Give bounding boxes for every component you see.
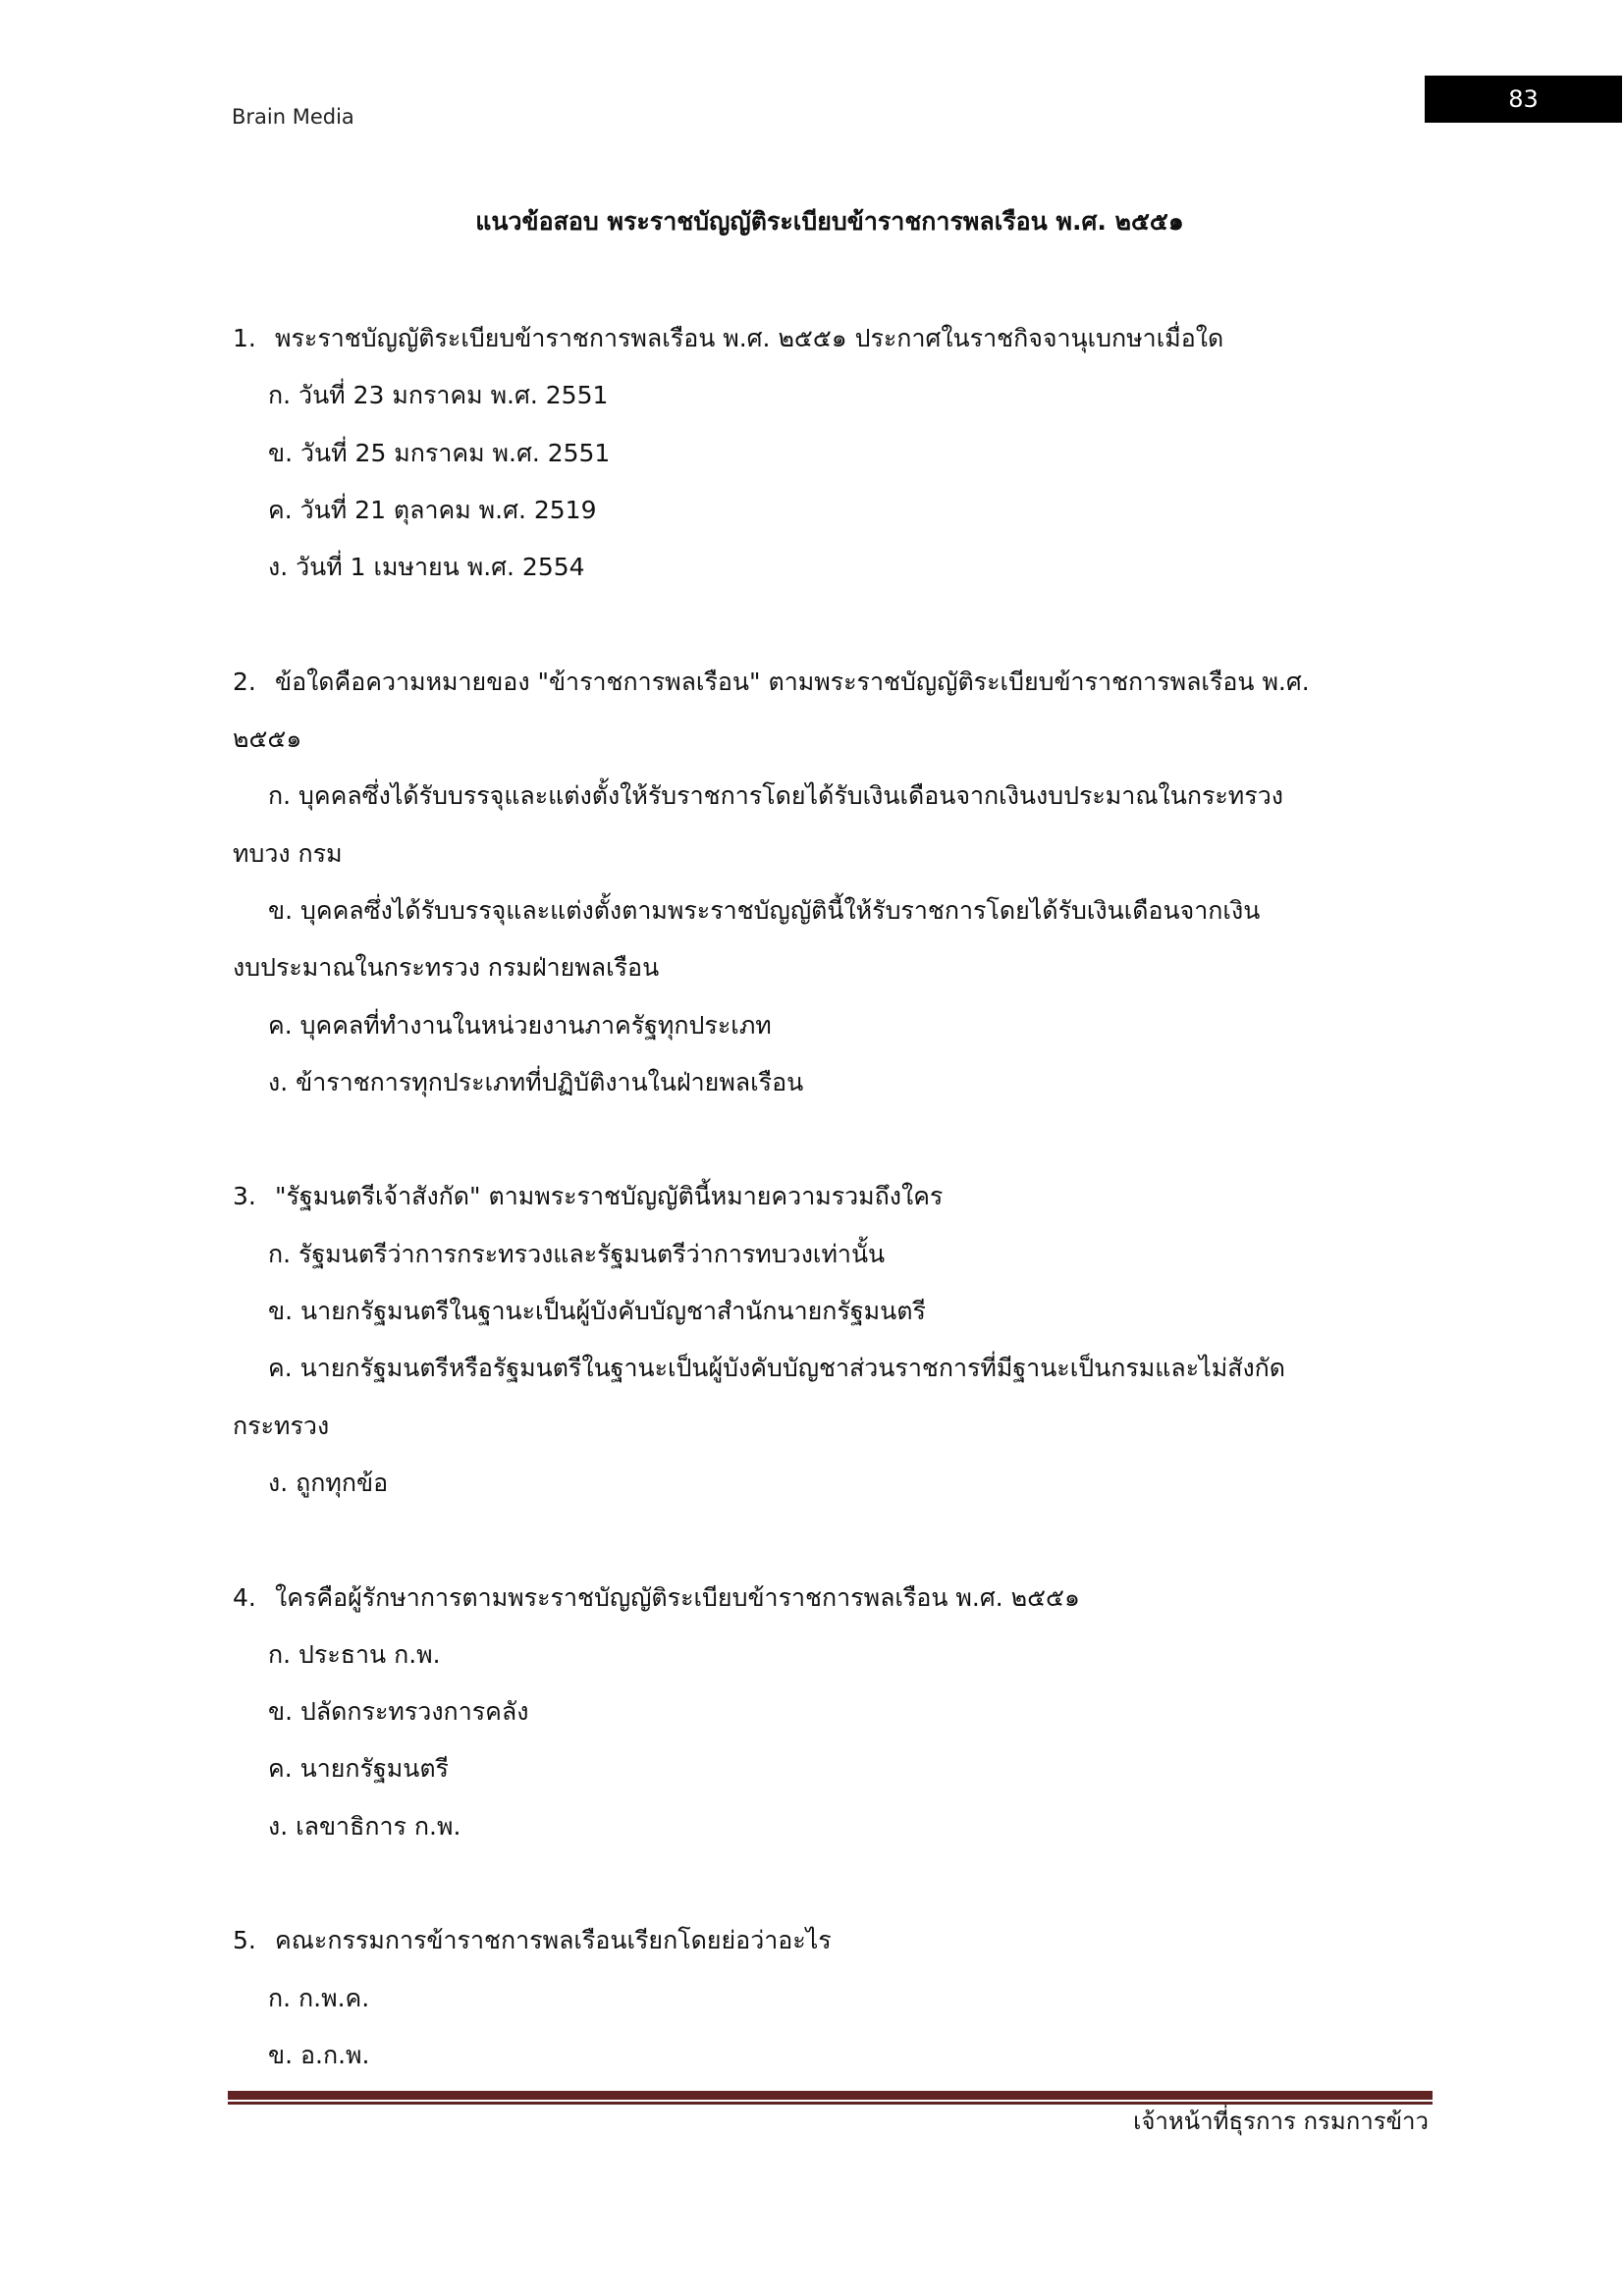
question-stem	[233, 1177, 1440, 1234]
option-b: ข. นายกรัฐมนตรีในฐานะเป็นผู้บังคับบัญชาสำนักนายกรัฐมนตรี	[268, 1297, 926, 1326]
question-text: ใครคือผู้รักษาการตามพระราชบัญญัติระเบียบข้าราชการพลเรือน พ.ศ. ๒๕๕๑	[275, 1582, 1080, 1612]
option-a-continued: ทบวง กรม	[233, 838, 343, 868]
question-number: 2.	[233, 667, 256, 696]
option-d: ง. ถูกทุกข้อ	[268, 1468, 389, 1497]
question-text: คณะกรรมการข้าราชการพลเรือนเรียกโดยย่อว่าอะไร	[275, 1926, 832, 1955]
header-brand: Brain Media	[232, 105, 354, 129]
option-d: ง. เลขาธิการ ก.พ.	[268, 1811, 461, 1841]
option-c-continued: กระทรวง	[233, 1411, 330, 1440]
question-stem	[233, 319, 1440, 376]
option-b: ข. บุคคลซึ่งได้รับบรรจุและแต่งตั้งตามพระราชบัญญัตินี้ให้รับราชการโดยได้รับเงินเดือนจากเงิน	[268, 895, 1261, 925]
question-1	[233, 319, 1440, 663]
page-number: 83	[1508, 85, 1539, 113]
option-b: ข. วันที่ 25 มกราคม พ.ศ. 2551	[268, 438, 611, 467]
option-b: ข. อ.ก.พ.	[268, 2040, 370, 2069]
spacer	[233, 605, 1440, 662]
question-stem	[233, 1921, 1440, 1978]
question-stem	[233, 1578, 1440, 1635]
footer-rule-thick	[228, 2091, 1433, 2100]
option-c: ค. บุคคลที่ทำงานในหน่วยงานภาครัฐทุกประเภท	[268, 1010, 772, 1040]
page-title: แนวข้อสอบ พระราชบัญญัติระเบียบข้าราชการพลเรือน พ.ศ. ๒๕๕๑	[475, 207, 1184, 236]
question-4	[233, 1578, 1440, 1922]
footer-text: เจ้าหน้าที่ธุรการ กรมการข้าว	[1133, 2108, 1429, 2135]
option-a: ก. บุคคลซึ่งได้รับบรรจุและแต่งตั้งให้รับราชการโดยได้รับเงินเดือนจากเงินงบประมาณในกระทรวง	[268, 781, 1283, 811]
option-a: ก. ก.พ.ค.	[268, 1983, 370, 2012]
question-list	[233, 319, 1440, 2093]
option-b: ข. ปลัดกระทรวงการคลัง	[268, 1697, 529, 1727]
option-d: ง. ข้าราชการทุกประเภทที่ปฏิบัติงานในฝ่ายพลเรือน	[268, 1067, 804, 1096]
spacer	[233, 1864, 1440, 1921]
question-5	[233, 1921, 1440, 2093]
question-text: "รัฐมนตรีเจ้าสังกัด" ตามพระราชบัญญัตินี้หมายความรวมถึงใคร	[275, 1182, 944, 1211]
question-text: ข้อใดคือความหมายของ "ข้าราชการพลเรือน" ตามพระราชบัญญัติระเบียบข้าราชการพลเรือน พ.ศ.	[275, 667, 1310, 696]
spacer	[233, 1120, 1440, 1177]
question-text-continued: ๒๕๕๑	[233, 724, 302, 754]
question-3	[233, 1177, 1440, 1577]
option-a: ก. รัฐมนตรีว่าการกระทรวงและรัฐมนตรีว่าการทบวงเท่านั้น	[268, 1239, 886, 1268]
option-c: ค. นายกรัฐมนตรีหรือรัฐมนตรีในฐานะเป็นผู้บังคับบัญชาส่วนราชการที่มีฐานะเป็นกรมและไม่สังกัด	[268, 1354, 1286, 1383]
option-c: ค. วันที่ 21 ตุลาคม พ.ศ. 2519	[268, 495, 597, 524]
option-c: ค. นายกรัฐมนตรี	[268, 1754, 449, 1784]
question-text: พระราชบัญญัติระเบียบข้าราชการพลเรือน พ.ศ. ๒๕๕๑ ประกาศในราชกิจจานุเบกษาเมื่อใด	[275, 324, 1224, 352]
question-number: 4.	[233, 1582, 256, 1612]
footer-rule	[228, 2091, 1433, 2105]
question-2	[233, 663, 1440, 1178]
option-a: ก. วันที่ 23 มกราคม พ.ศ. 2551	[268, 381, 609, 410]
option-a: ก. ประธาน ก.พ.	[268, 1639, 441, 1669]
question-number: 3.	[233, 1182, 256, 1211]
question-number: 1.	[233, 324, 256, 352]
question-number: 5.	[233, 1926, 256, 1955]
option-d: ง. วันที่ 1 เมษายน พ.ศ. 2554	[268, 553, 585, 582]
question-stem	[233, 663, 1440, 720]
option-b-continued: งบประมาณในกระทรวง กรมฝ่ายพลเรือน	[233, 953, 660, 983]
spacer	[233, 1521, 1440, 1577]
page-number-box	[1425, 76, 1622, 123]
